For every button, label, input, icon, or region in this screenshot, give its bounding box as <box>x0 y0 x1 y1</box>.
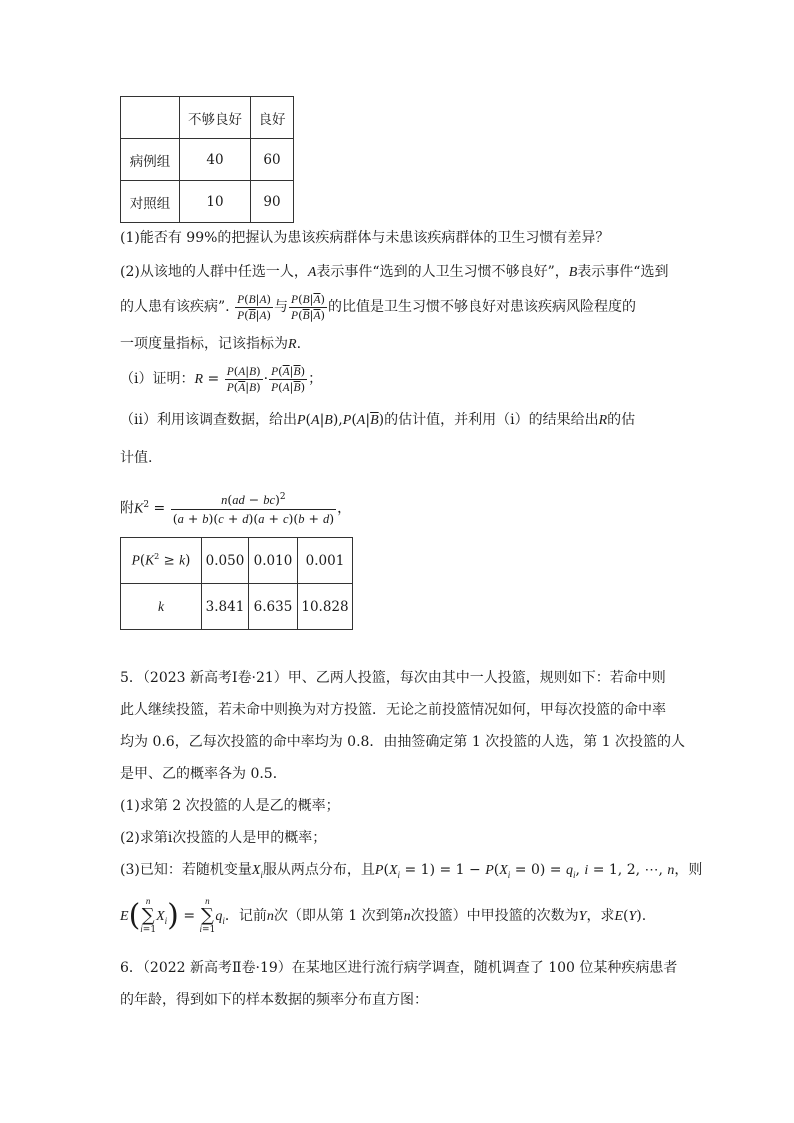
text: (2)从该地的人群中任选一人， <box>120 264 308 280</box>
case-control-table <box>120 96 294 223</box>
text: 表示事件“选到 <box>577 264 669 280</box>
q5-sub2: (2)求第i次投篮的人是甲的概率； <box>120 830 327 846</box>
text: 的人患有该疾病”. <box>120 299 230 315</box>
table-cell: 0.001 <box>298 538 353 584</box>
table-cell: 病例组 <box>121 139 180 181</box>
fraction: $\frac{P(B|A)}{P(\overline{B}|A)}$ <box>237 291 272 322</box>
fraction: $\frac{P(\overline{A}|\overline{B})}{P(A|\overline{B})}$ <box>271 363 306 394</box>
q4-part2-line2 <box>120 290 636 324</box>
table-row <box>121 584 353 630</box>
q4-part2-line1: (2)从该地的人群中任选一人，A表示事件“选到的人卫生习惯不够良好”，B表示事件“选到 <box>120 264 669 280</box>
table-cell: 90 <box>251 181 294 223</box>
sum-symbol: n ∑ i=1 <box>140 896 157 935</box>
text: ．记前 <box>224 908 267 924</box>
text: 附 <box>120 500 134 517</box>
fraction: $\frac{P(B|\overline{A})}{P(\overline{B}|\overline{A})}$ <box>291 291 325 322</box>
table-cell: 40 <box>180 139 251 181</box>
text: 表示事件“选到的人卫生习惯不够良好”， <box>316 264 569 280</box>
table-row <box>121 181 294 223</box>
table-cell: 对照组 <box>121 181 180 223</box>
fraction: $\frac{P(A|B)}{P(\overline{A}|B)}$ <box>226 363 261 394</box>
text: 服从两点分布，且 <box>262 862 375 878</box>
text: 的估 <box>607 412 636 428</box>
q4-part2-line3: 一项度量指标，记该指标为R. <box>120 336 302 352</box>
text: 一项度量指标，记该指标为 <box>120 336 288 352</box>
q5-sub3-line1: (3)已知：若随机变量$X_i$服从两点分布，且$P(X_i = 1) = 1 - P(X_i = 0) = q_i$, i = 1, 2, ⋯, n，则 <box>120 862 703 880</box>
q5-line3: 均为 0.6，乙每次投篮的命中率均为 0.8．由抽签确定第 1 次投篮的人选，第 1 次投篮的人 <box>120 734 686 750</box>
q5-sub1: (1)求第 2 次投篮的人是乙的概率； <box>120 798 340 814</box>
q6-line2: 的年龄，得到如下的样本数据的频率分布直方图： <box>120 992 428 1008</box>
q4-part-ii-line2: 计值. <box>120 450 153 466</box>
text: ； <box>308 371 323 387</box>
table-header-blank <box>121 97 180 139</box>
q4-part-i: （ⅰ）证明：R = $\frac{P(A|B)}{P(\overline{A}|B)}$ · $\frac{P(\overline{A}|\overline{B})}{P(A|\overline{B})}$ ； <box>120 363 323 394</box>
chi-square-table <box>120 537 353 630</box>
text: ，求 <box>586 908 615 924</box>
text: （ⅰ）证明： <box>120 371 195 387</box>
table-header-good: 良好 <box>251 97 294 139</box>
table-cell: 10 <box>180 181 251 223</box>
table-row <box>121 538 353 584</box>
table-label-k: k <box>121 584 202 630</box>
text: 与 <box>274 299 289 315</box>
q5-line1: 5．（2023 新高考Ⅰ卷·21）甲、乙两人投篮，每次由其中一人投篮，规则如下：若命中则 <box>120 670 666 686</box>
q6-line1: 6．（2022 新高考Ⅱ卷·19）在某地区进行流行病学调查，随机调查了 100 位某种疾病患者 <box>120 960 678 976</box>
text: ，则 <box>674 862 703 878</box>
table-cell: 60 <box>251 139 294 181</box>
q4-part-ii-line1: （ⅱ）利用该调查数据，给出$P(A|B),P(A|\overline{B})$的估计值，并利用（ⅰ）的结果给出R的估 <box>120 412 636 428</box>
text: 的估计值，并利用（ⅰ）的结果给出 <box>384 412 599 428</box>
table-label-probability: $P(K^2 \ge k)$ <box>121 538 202 584</box>
table-cell: 6.635 <box>249 584 298 630</box>
q5-line4: 是甲、乙的概率各为 0.5． <box>120 766 287 782</box>
table-header-not-good: 不够良好 <box>180 97 251 139</box>
table-cell: 0.050 <box>202 538 249 584</box>
table-cell: 0.010 <box>249 538 298 584</box>
q5-sub3-line2: E( n ∑ $i=1X_i) = n$ ∑ $i=1q_i$．记前n次（即从第 1 次到第n次投篮）中甲投篮的次数为Y，求E(Y). <box>120 896 647 935</box>
text: . <box>641 908 647 924</box>
text: 次（即从第 1 次到第 <box>273 908 404 924</box>
text: . <box>296 336 302 352</box>
text: 的比值是卫生习惯不够良好对患该疾病风险程度的 <box>328 299 636 315</box>
q4-appendix-formula: 附$K^2$ = $\frac{n(ad - bc)^2}{(a + b)(c + d)(a + c)(b + d)}$ ， <box>120 486 351 529</box>
q4-part1: (1)能否有 99%的把握认为患该疾病群体与未患该疾病群体的卫生习惯有差异？ <box>120 230 610 246</box>
fraction: $\frac{n(ad - bc)^2}{(a + b)(c + d)(a + c)(b + d)}$ <box>171 489 336 528</box>
text: 次投篮）中甲投篮的次数为 <box>410 908 579 924</box>
table-cell: 10.828 <box>298 584 353 630</box>
table-cell: 3.841 <box>202 584 249 630</box>
text: ， <box>337 500 352 517</box>
sum-symbol: n ∑ i=1 <box>199 896 216 935</box>
text: (3)已知：若随机变量 <box>120 862 252 878</box>
table-row <box>121 139 294 181</box>
q5-line2: 此人继续投篮，若未命中则换为对方投篮．无论之前投篮情况如何，甲每次投篮的命中率 <box>120 702 666 718</box>
text: （ⅱ）利用该调查数据，给出 <box>120 412 297 428</box>
